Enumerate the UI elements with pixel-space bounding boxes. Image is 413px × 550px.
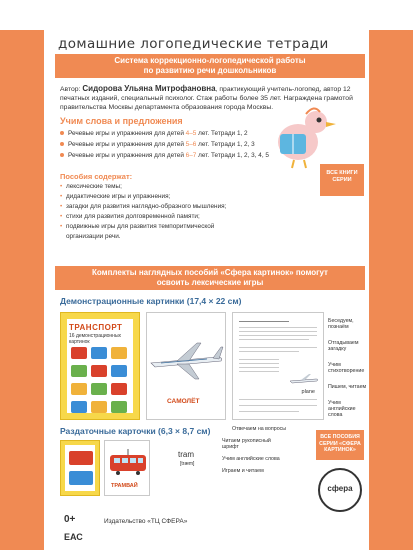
text-line [239,327,317,328]
side-note: Беседуем, познаём [328,318,354,330]
text-line [239,321,289,322]
vehicle-icon [111,347,127,359]
text-line [239,351,299,352]
plane-english-word: plane [301,389,315,395]
section-heading: Учим слова и предложения [60,116,183,126]
vehicle-icon [91,383,107,395]
text-line [239,371,279,372]
contains-item: • подвижные игры для развития темпоритмической организации речи. [60,222,250,242]
hand-note: Читаем рукописный шрифт [222,438,271,450]
system-band [55,54,365,78]
left-orange-margin [0,0,44,550]
text-line [239,359,279,360]
age-item: Речевые игры и упражнения для детей 4–5 лет. Тетради 1, 2 [60,128,320,139]
side-note: Учим стихотворение [328,362,365,374]
text-card [232,312,324,420]
contains-item: • лексические темы; [60,182,250,192]
hand-note: Учим английские слова [222,456,280,462]
vehicle-icon [71,383,87,395]
handout-notes [222,438,282,474]
small-transport-card [60,440,100,496]
poster-title: ТРАНСПОРТ [69,323,123,332]
series-title: домашние логопедические тетради [58,36,329,52]
sfera-band-line1: Комплекты наглядных пособий «Сфера картинок» помогут [92,268,328,277]
text-line [239,363,279,364]
vehicle-icon [71,365,87,377]
system-band-line2: по развитию речи дошкольников [143,66,277,75]
author-prefix: Автор: [60,86,83,93]
airplane-icon [147,333,225,393]
vehicle-icon [91,401,107,413]
side-notes [328,318,368,428]
right-orange-margin [369,0,413,550]
contains-item: • дидактические игры и упражнения; [60,192,250,202]
all-sfera-badge: ВСЕ ПОСОБИЯ СЕРИИ «СФЕРА КАРТИНОК» [316,430,364,460]
all-books-badge: ВСЕ КНИГИ СЕРИИ [320,164,364,196]
contains-list [60,182,250,242]
answer-note: Отвечаем на вопросы [232,426,287,432]
text-line [239,339,309,340]
side-note: Отгадываем загадку [328,340,359,352]
vehicle-icon [69,471,93,485]
top-white-band [0,0,413,30]
text-line [239,411,299,412]
eac-mark: ЕАС [64,532,83,542]
author-name: Сидорова Ульяна Митрофановна [82,84,216,93]
publisher: Издательство «ТЦ СФЕРА» [104,518,188,525]
text-line [239,405,317,406]
vehicle-icon [69,451,93,465]
side-note: Пишем, читаем [328,384,367,390]
plane-card-label: САМОЛЁТ [167,398,200,405]
vehicle-icon [91,347,107,359]
vehicle-icon [71,401,87,413]
vehicle-icon [111,365,127,377]
poster-subtitle: 16 демонстрационных картинок [69,333,122,345]
contains-item: • загадки для развития наглядно-образного мышления; [60,202,250,212]
age-item: Речевые игры и упражнения для детей 5–6 лет. Тетради 1, 2, 3 [60,139,320,150]
tram-english-word: tram [178,450,194,459]
small-airplane-icon [289,373,319,387]
tram-card [104,440,150,496]
sfera-logo-text: сфера [327,484,353,493]
contains-item: • стихи для развития долговременной памяти; [60,212,250,222]
system-band-line1: Система коррекционно-логопедической работы [114,56,306,65]
sfera-band-line2: освоить лексические игры [156,278,264,287]
hand-note: Играем и читаем [222,468,264,474]
transport-poster [60,312,140,420]
vehicle-icon [71,347,87,359]
tram-card-label: ТРАМВАЙ [111,483,138,489]
text-line [239,335,317,336]
tram-icon [106,449,150,479]
plane-picture-card [146,312,226,420]
contains-heading: Пособия содержат: [60,172,133,181]
vehicle-icon [111,401,127,413]
vehicle-icon [91,365,107,377]
text-line [239,367,279,368]
tram-transcription: [træm] [180,461,195,467]
author-text: , практикующий учитель-логопед, автор 12 печатных изданий, специальный психолог. Стаж работы более 35 лет. Награждена грамотой правительства Москвы департамента образования города Москвы. [60,86,353,111]
bird-illustration [258,100,348,170]
vehicle-icon [111,383,127,395]
text-line [239,331,317,332]
sfera-band [55,266,365,290]
age-item: Речевые игры и упражнения для детей 6–7 лет. Тетради 1, 2, 3, 4, 5 [60,150,320,161]
text-line [239,399,317,400]
age-rating: 0+ [64,514,76,525]
sfera-logo [318,468,362,512]
side-note: Учим английские слова [328,400,356,418]
handout-heading: Раздаточные карточки (6,3 × 8,7 см) [60,426,211,436]
text-line [239,347,317,348]
demo-heading: Демонстрационные картинки (17,4 × 22 см) [60,296,242,306]
